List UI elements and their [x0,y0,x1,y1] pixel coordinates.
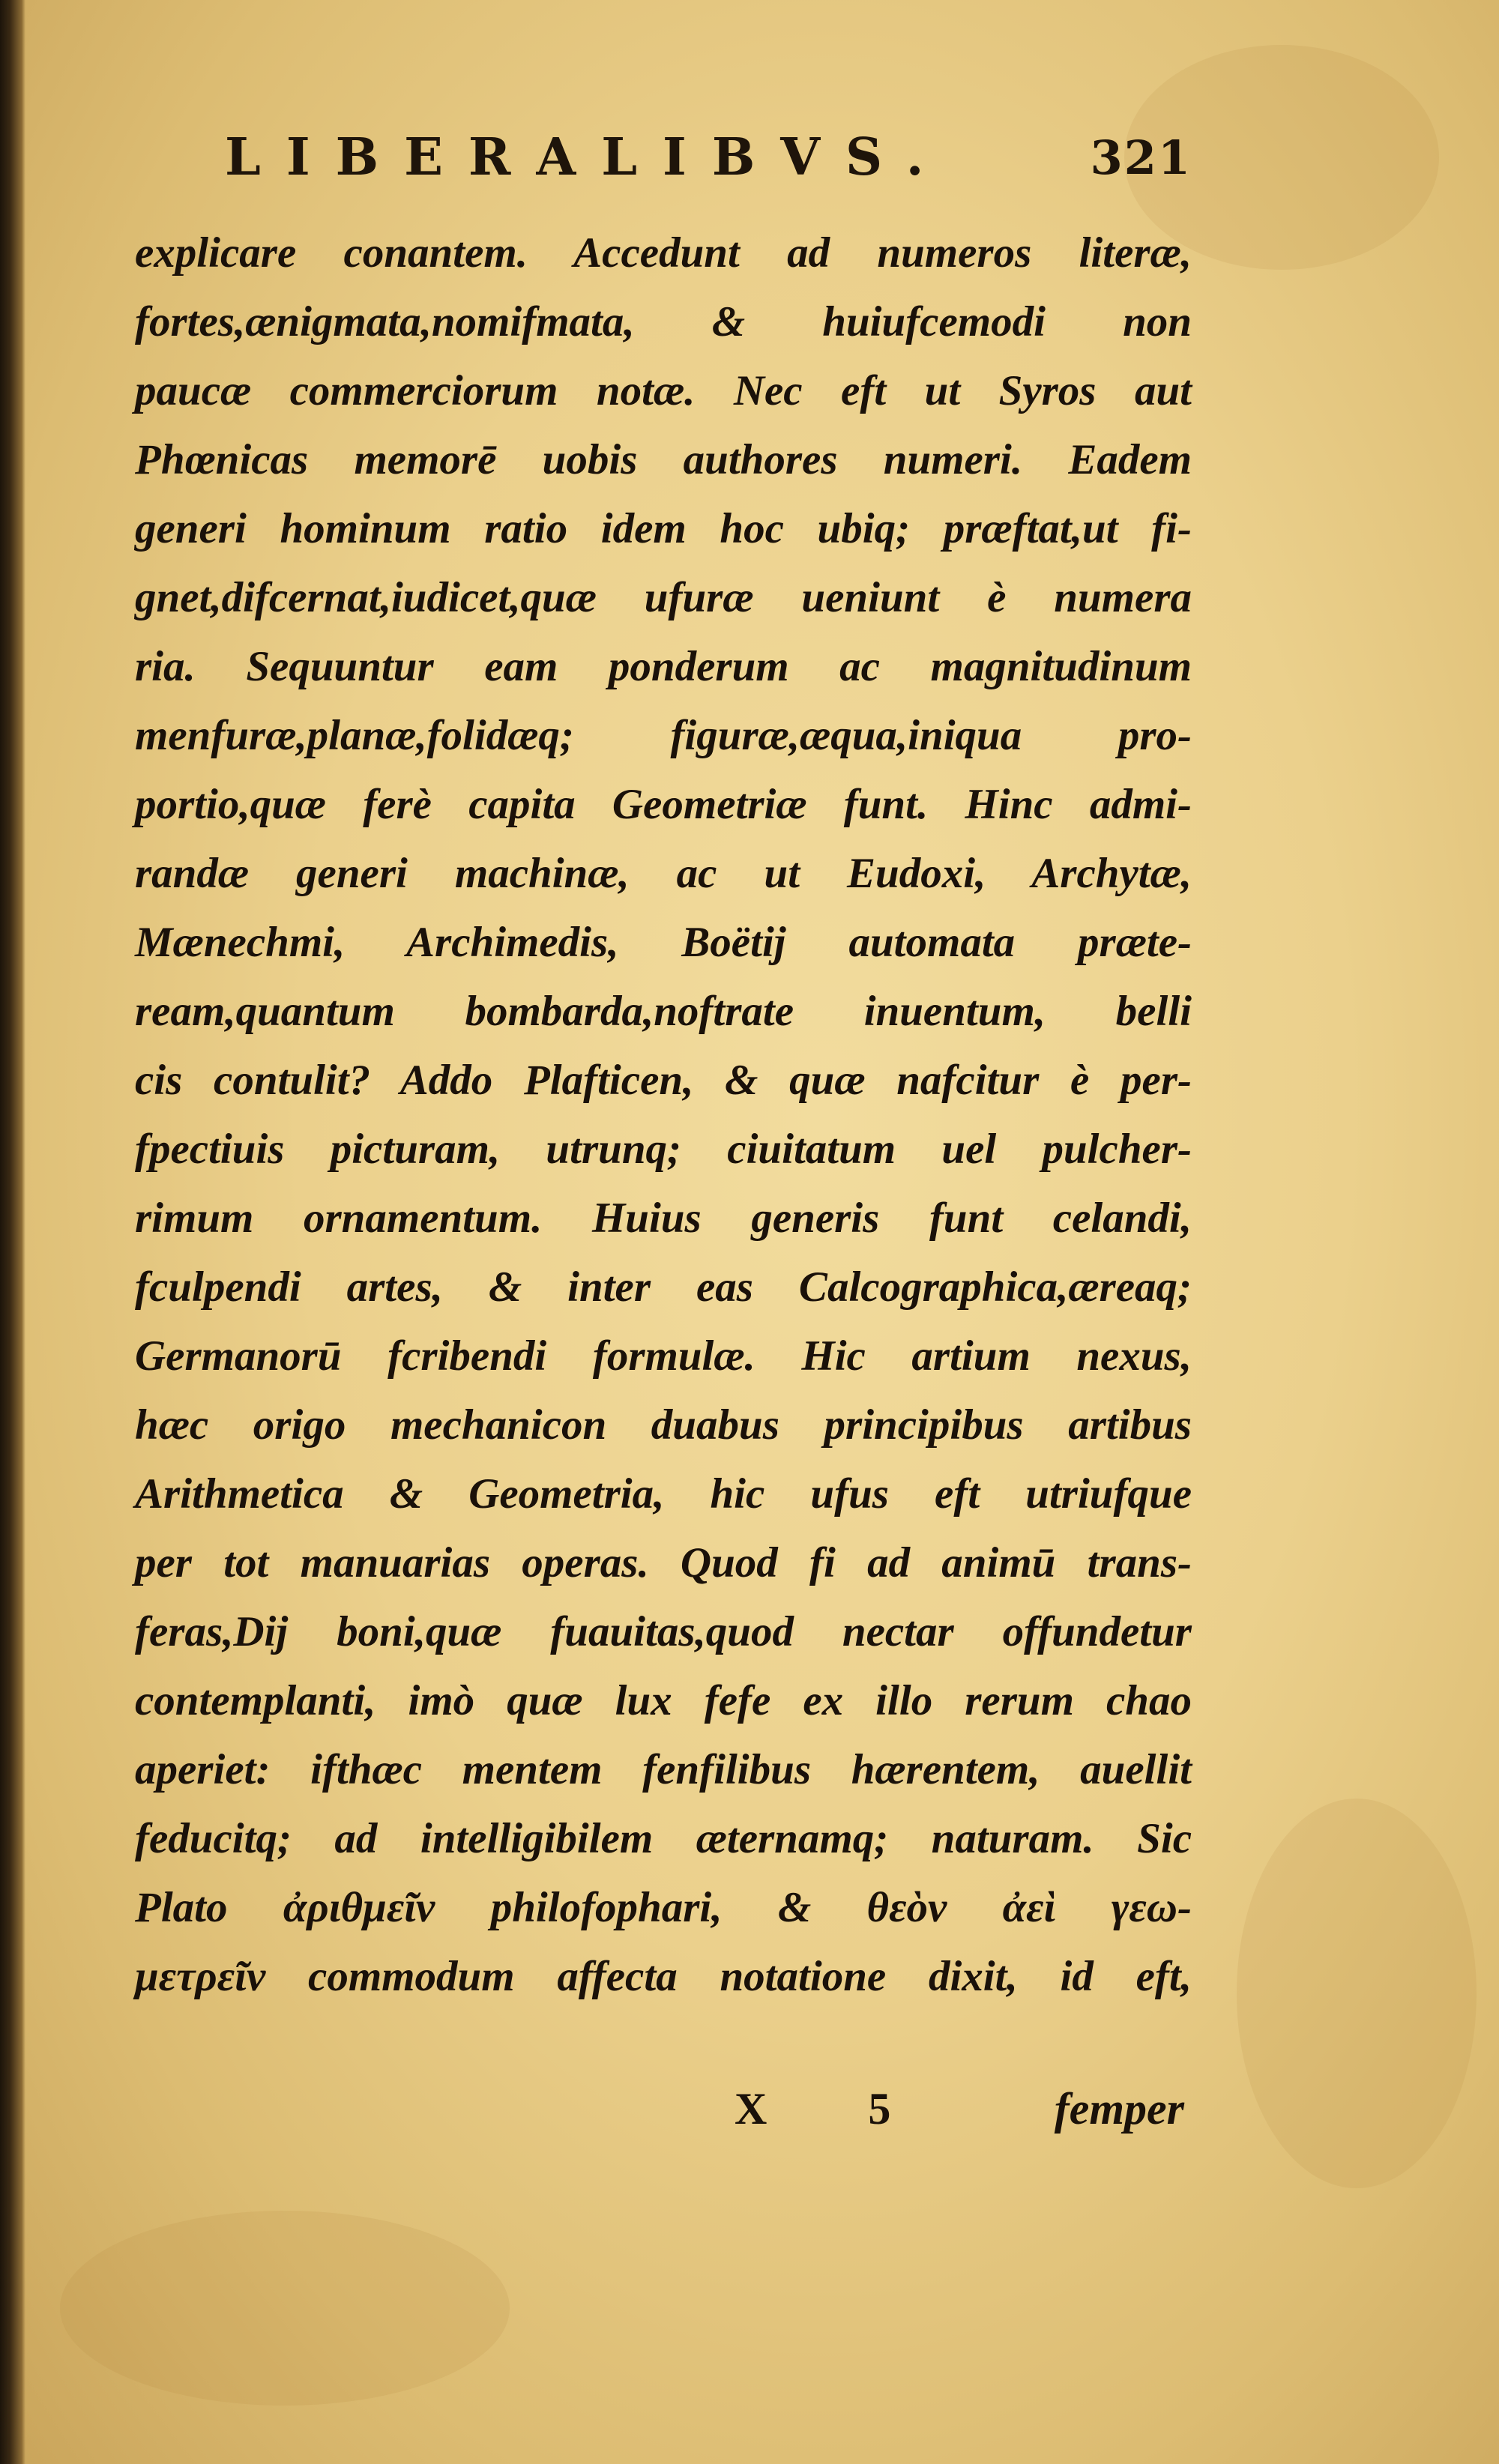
text-line: feducitq; ad intelligibilem æternamq; naturam. Sic [135,1815,1192,1862]
text-line: generi hominum ratio idem hoc ubiq; præftat,ut fi- [135,505,1192,552]
text-line: explicare conantem. Accedunt ad numeros literæ, [135,229,1192,277]
text-line: gnet,difcernat,iudicet,quæ ufuræ ueniunt è numera [135,574,1192,621]
text-line: fculpendi artes, & inter eas Calcographica,æreaq; [135,1263,1192,1311]
text-line: fortes,ænigmata,nomifmata, & huiufcemodi non [135,298,1192,345]
running-head [225,127,1192,187]
body-text [135,219,1192,2011]
text-line: Phœnicas memorē uobis authores numeri. Eadem [135,436,1192,483]
text-line: per tot manuarias operas. Quod fi ad animū trans- [135,1539,1192,1586]
text-line: Plato ἀριθμεῖν philofophari, & θεὸν ἀεὶ γεω- [135,1884,1192,1931]
text-line: portio,quæ ferè capita Geometriæ funt. Hinc admi- [135,781,1192,828]
text-line: Germanorū fcribendi formulæ. Hic artium nexus, [135,1332,1192,1380]
paper-stain [60,2211,510,2406]
signature-mark: X 5 [735,2084,936,2134]
text-line: ream,quantum bombarda,noftrate inuentum, belli [135,988,1192,1035]
text-line: fpectiuis picturam, utrunq; ciuitatum uel pulcher- [135,1126,1192,1173]
text-line: feras,Dij boni,quæ fuauitas,quod nectar offundetur [135,1608,1192,1655]
catchword: femper [1054,2084,1184,2134]
text-line: contemplanti, imò quæ lux fefe ex illo rerum chao [135,1677,1192,1724]
page-number: 321 [1090,130,1192,185]
text-line: Mænechmi, Archimedis, Boëtij automata præte- [135,919,1192,966]
running-title: LIBERALIBVS. [225,127,950,187]
paper-stain [1237,1799,1477,2188]
text-line: rimum ornamentum. Huius generis funt celandi, [135,1195,1192,1242]
page-footer [135,2083,1192,2151]
text-line: ria. Sequuntur eam ponderum ac magnitudinum [135,643,1192,690]
text-line: μετρεῖν commodum affecta notatione dixit, id eft, [135,1953,1192,2000]
text-line: hæc origo mechanicon duabus principibus artibus [135,1401,1192,1449]
text-line: menfuræ,planæ,folidæq; figuræ,æqua,iniqua pro- [135,712,1192,759]
text-line: randæ generi machinæ, ac ut Eudoxi, Archytæ, [135,850,1192,897]
text-line: aperiet: ifthæc mentem fenfilibus hærentem, auellit [135,1746,1192,1793]
text-line: paucæ commerciorum notæ. Nec eft ut Syros aut [135,367,1192,414]
text-line: cis contulit? Addo Plafticen, & quæ nafcitur è per- [135,1057,1192,1104]
binding-edge [0,0,25,2464]
text-line: Arithmetica & Geometria, hic ufus eft utriufque [135,1470,1192,1518]
